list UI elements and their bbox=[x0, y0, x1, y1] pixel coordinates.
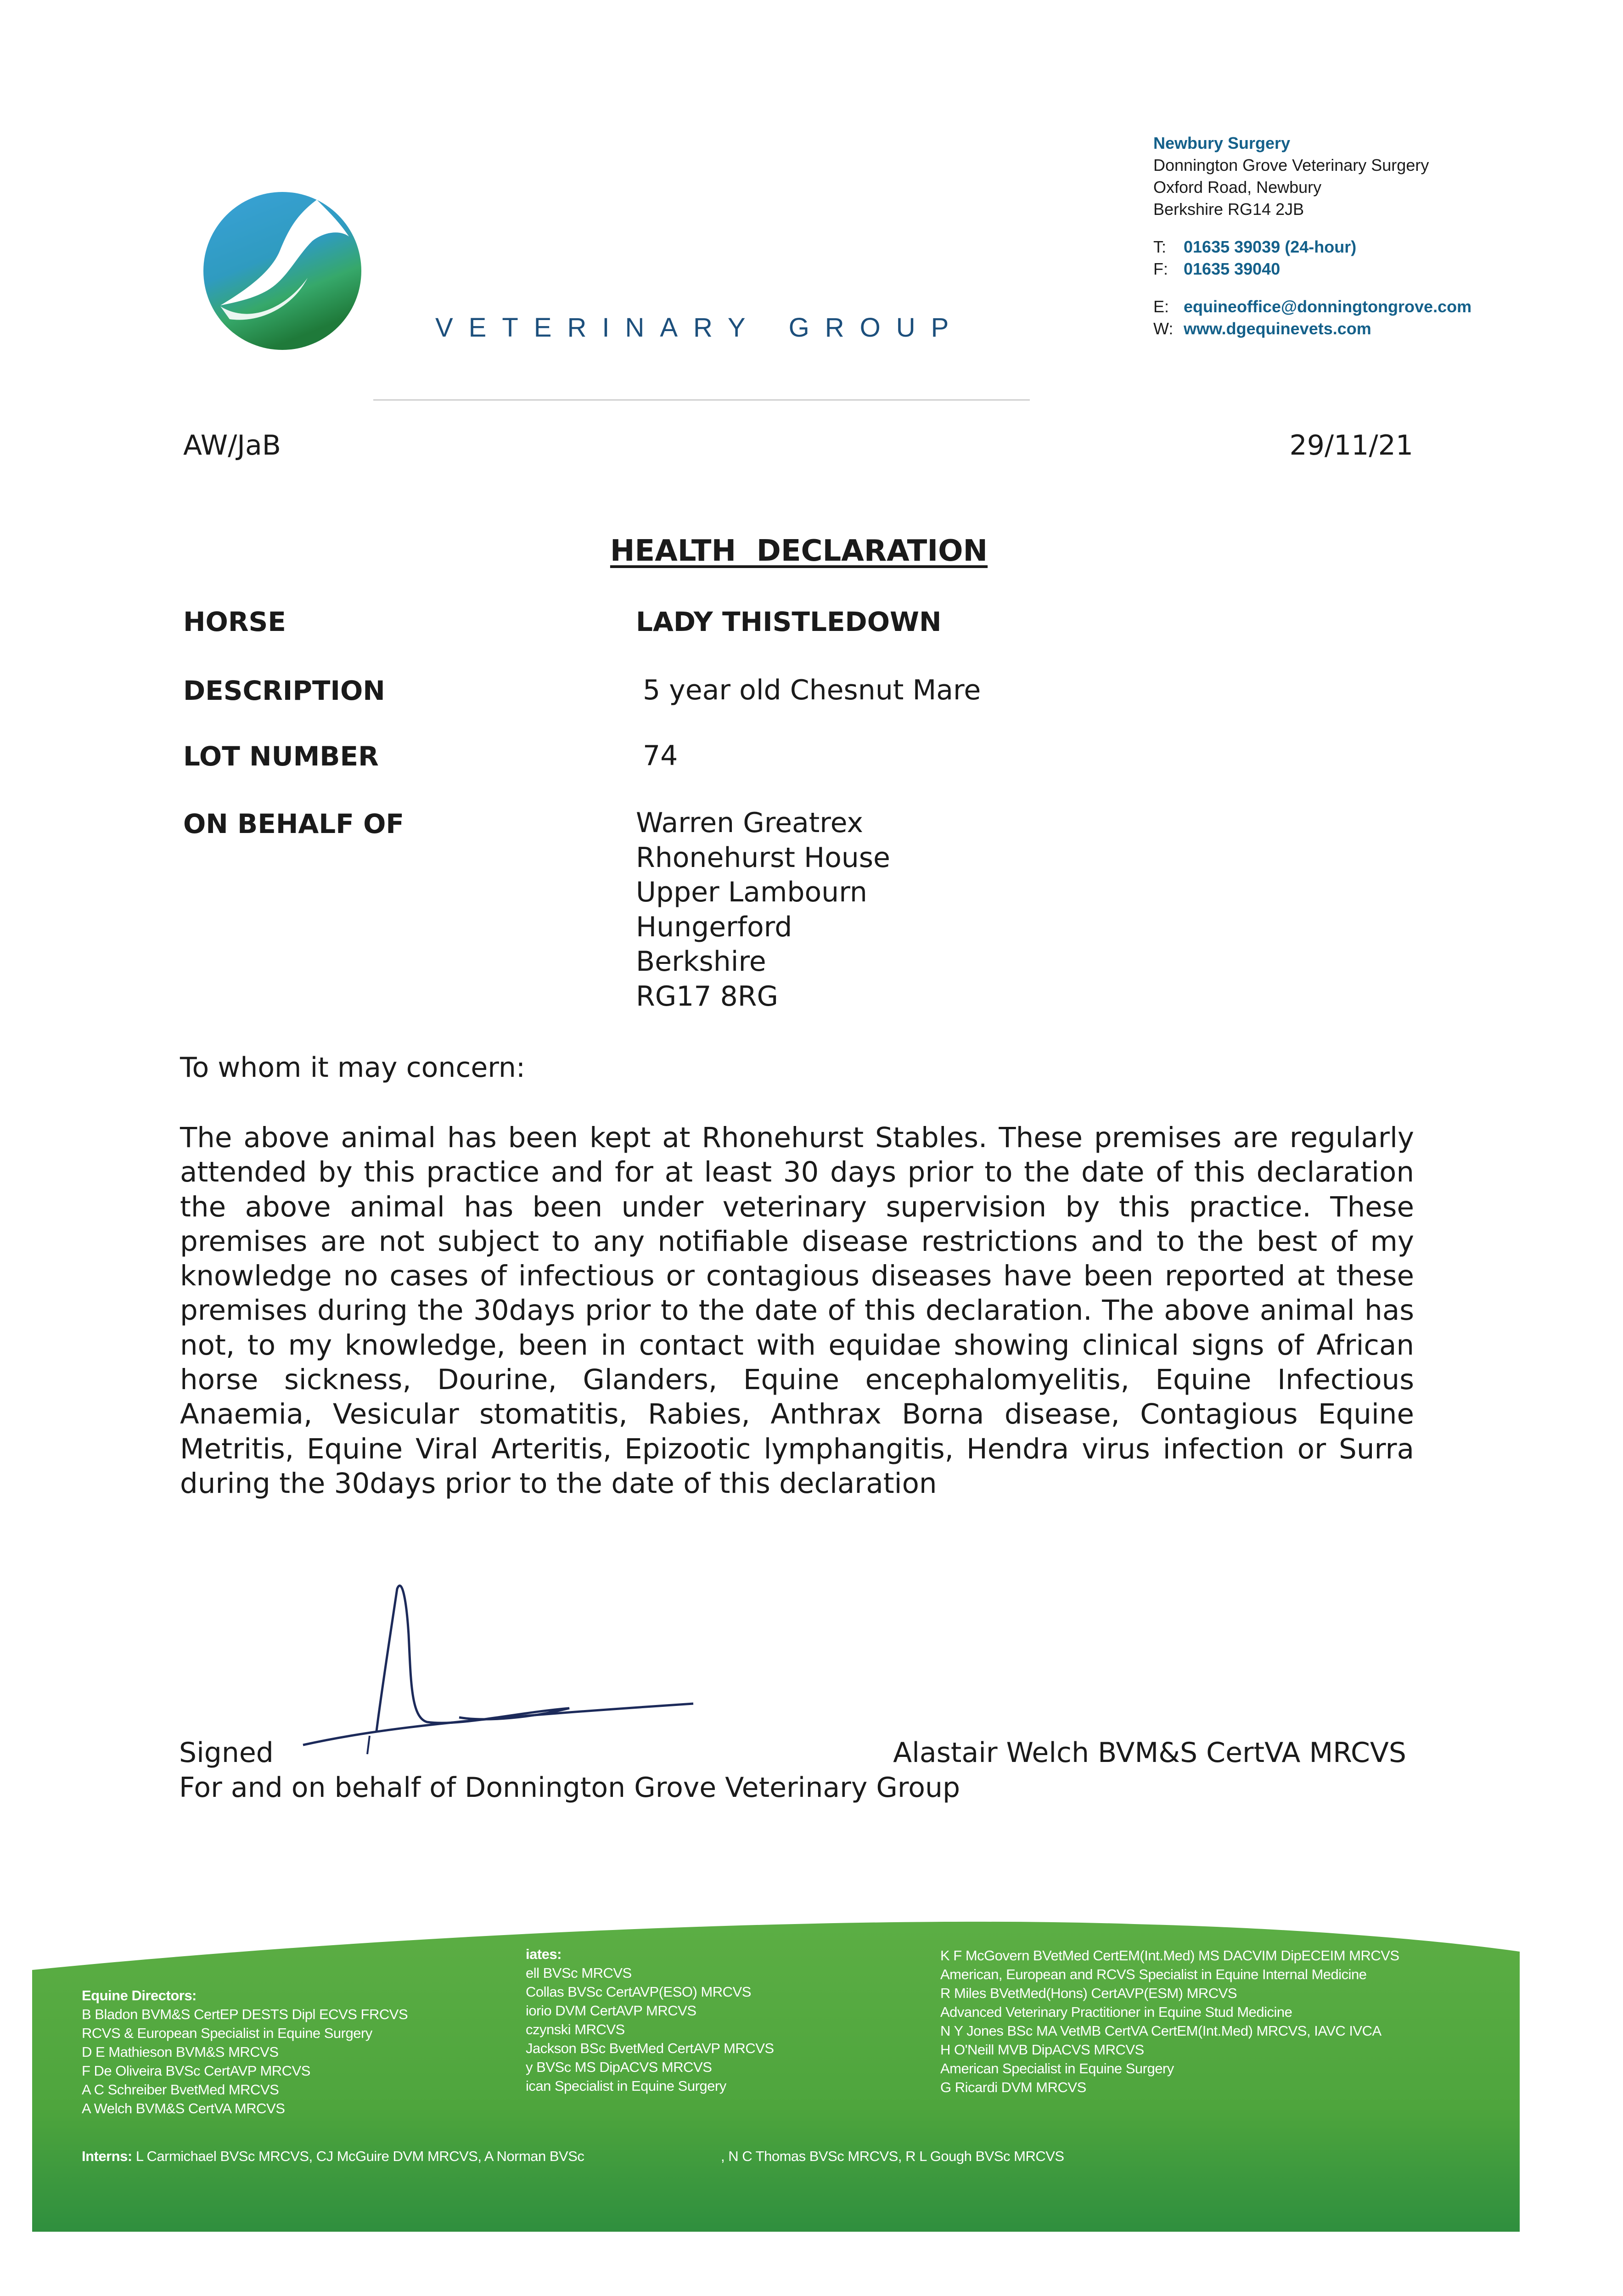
directors-heading: Equine Directors: bbox=[82, 1987, 197, 2003]
associate: ican Specialist in Equine Surgery bbox=[526, 2078, 726, 2094]
director: A Welch BVM&S CertVA MRCVS bbox=[82, 2100, 285, 2116]
surgery-name: Newbury Surgery bbox=[1153, 134, 1291, 152]
interns-line bbox=[82, 2147, 584, 2166]
owner-name: Warren Greatrex bbox=[636, 807, 863, 839]
signatory-name: Alastair Welch BVM&S CertVA MRCVS bbox=[893, 1737, 1406, 1769]
owner-address-line: Hungerford bbox=[636, 911, 792, 943]
field-label-on-behalf-of: ON BEHALF OF bbox=[183, 808, 404, 839]
specialist: H O'Neill MVB DipACVS MRCVS bbox=[940, 2042, 1144, 2058]
address-line: Oxford Road, Newbury bbox=[1153, 178, 1322, 197]
phone-label: T: bbox=[1153, 237, 1167, 256]
directors-list bbox=[82, 1986, 408, 2118]
owner-address-line: RG17 8RG bbox=[636, 980, 778, 1013]
interns-list-b: , N C Thomas BVSc MRCVS, R L Gough BVSc MRCVS bbox=[721, 2148, 1064, 2164]
director: F De Oliveira BVSc CertAVP MRCVS bbox=[82, 2063, 310, 2079]
associate: czynski MRCVS bbox=[526, 2021, 625, 2037]
handwritten-signature bbox=[294, 1580, 707, 1763]
field-value-horse: LADY THISTLEDOWN bbox=[636, 606, 942, 637]
field-label-lot-number: LOT NUMBER bbox=[183, 741, 379, 772]
contact-block bbox=[1153, 132, 1471, 340]
email-link[interactable]: equineoffice@donningtongrove.com bbox=[1184, 297, 1472, 316]
greeting: To whom it may concern: bbox=[180, 1052, 526, 1084]
specialist: N Y Jones BSc MA VetMB CertVA CertEM(Int.Med) MRCVS, IAVC IVCA bbox=[940, 2023, 1382, 2039]
specialist: K F McGovern BVetMed CertEM(Int.Med) MS DACVIM DipECEIM MRCVS bbox=[940, 1947, 1399, 1964]
director: A C Schreiber BvetMed MRCVS bbox=[82, 2082, 279, 2098]
brand-wordmark bbox=[435, 312, 964, 343]
associate: ell BVSc MRCVS bbox=[526, 1965, 632, 1981]
director: B Bladon BVM&S CertEP DESTS Dipl ECVS FRCVS bbox=[82, 2006, 408, 2022]
owner-address-line: Upper Lambourn bbox=[636, 876, 867, 908]
fax-number: 01635 39040 bbox=[1184, 259, 1280, 278]
associates-heading: iates: bbox=[526, 1946, 562, 1962]
address-line: Donnington Grove Veterinary Surgery bbox=[1153, 156, 1429, 174]
specialist: American, European and RCVS Specialist in Equine Internal Medicine bbox=[940, 1966, 1367, 1982]
associate: y BVSc MS DipACVS MRCVS bbox=[526, 2059, 712, 2075]
fax-label: F: bbox=[1153, 259, 1168, 278]
specialists-list bbox=[940, 1946, 1399, 2097]
associate: Jackson BSc BvetMed CertAVP MRCVS bbox=[526, 2040, 774, 2056]
director: RCVS & European Specialist in Equine Surgery bbox=[82, 2025, 372, 2041]
address-line: Berkshire RG14 2JB bbox=[1153, 200, 1304, 219]
director: D E Mathieson BVM&S MRCVS bbox=[82, 2044, 279, 2060]
field-label-description: DESCRIPTION bbox=[183, 675, 385, 706]
field-value-lot-number: 74 bbox=[643, 740, 678, 772]
reference: AW/JaB bbox=[183, 429, 281, 461]
associate: iorio DVM CertAVP MRCVS bbox=[526, 2003, 696, 2019]
owner-address-line: Berkshire bbox=[636, 945, 766, 978]
specialist: American Specialist in Equine Surgery bbox=[940, 2060, 1174, 2077]
brand-word-group: GROUP bbox=[788, 313, 965, 343]
phone-number[interactable]: 01635 39039 (24-hour) bbox=[1184, 237, 1357, 256]
interns-list-a: L Carmichael BVSc MRCVS, CJ McGuire DVM MRCVS, A Norman BVSc bbox=[135, 2148, 584, 2164]
interns-heading: Interns: bbox=[82, 2148, 132, 2164]
footer-banner bbox=[32, 1915, 1520, 2232]
owner-address bbox=[636, 806, 890, 1014]
field-label-horse: HORSE bbox=[183, 606, 286, 637]
specialist: Advanced Veterinary Practitioner in Equine Stud Medicine bbox=[940, 2004, 1292, 2020]
web-label: W: bbox=[1153, 319, 1174, 338]
signed-label: Signed bbox=[179, 1737, 274, 1769]
letter-date: 29/11/21 bbox=[1289, 429, 1413, 461]
associate: Collas BVSc CertAVP(ESO) MRCVS bbox=[526, 1984, 751, 2000]
owner-address-line: Rhonehurst House bbox=[636, 841, 890, 874]
email-label: E: bbox=[1153, 297, 1169, 316]
specialist: G Ricardi DVM MRCVS bbox=[940, 2079, 1086, 2095]
declaration-body: The above animal has been kept at Rhonehurst Stables. These premises are regularly attended by this practice and for at least 30 days prior to the date of this declaration the above animal has been under veterinary supervision by this practice. These premises are not subject to any notifiable disease restrictions and to the best of my knowledge no cases of infectious or contagious diseases have been reported at these premises during the 30days prior to the date of this declaration. The above animal has not, to my knowledge, been in contact with equidae showing clinical signs of African horse sickness, Dourine, Glanders, Equine encephalomyelitis, Equine Infectious Anaemia, Vesicular stomatitis, Rabies, Anthrax Borna disease, Contagious Equine Metritis, Equine Viral Arteritis, Epizootic lymphangitis, Hendra virus infection or Surra during the 30days prior to the date of this declaration bbox=[180, 1121, 1414, 1500]
document-title: HEALTH DECLARATION bbox=[610, 534, 988, 568]
specialist: R Miles BVetMed(Hons) CertAVP(ESM) MRCVS bbox=[940, 1985, 1237, 2001]
veterinary-group-logo bbox=[202, 186, 363, 356]
on-behalf-line: For and on behalf of Donnington Grove Veterinary Group bbox=[179, 1772, 960, 1804]
field-value-description: 5 year old Chesnut Mare bbox=[643, 674, 981, 706]
brand-word-veterinary: VETERINARY bbox=[435, 313, 761, 343]
associates-list bbox=[526, 1945, 774, 2095]
website-link[interactable]: www.dgequinevets.com bbox=[1184, 319, 1371, 338]
